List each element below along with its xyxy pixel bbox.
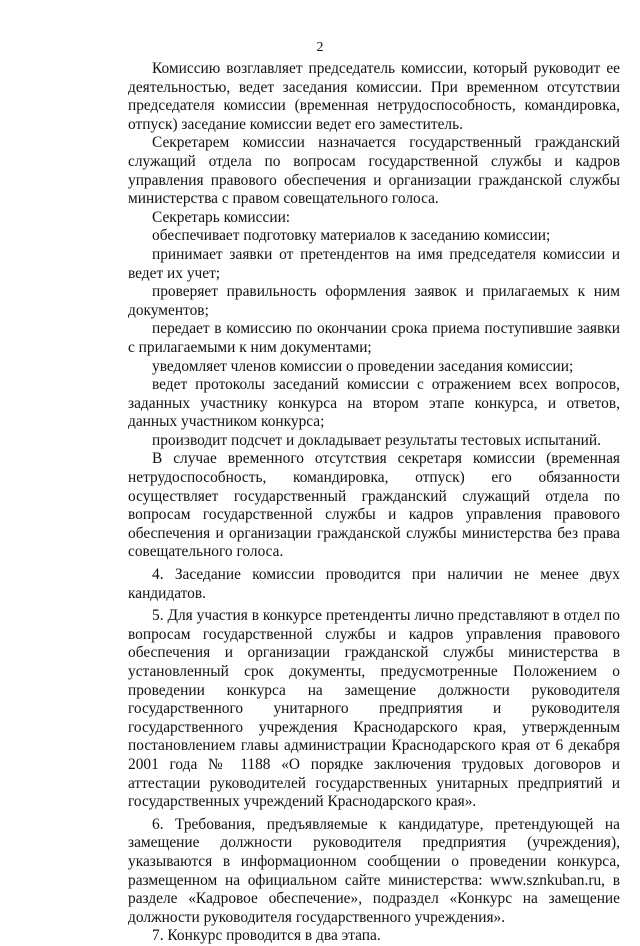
paragraph-duty-check: проверяет правильность оформления заявок и прилагаемых к ним документов; xyxy=(128,283,620,319)
paragraph-secretary-absence: В случае временного отсутствия секретаря комиссии (временная нетрудоспособность, командировка, отпуск) его обязанности осуществляет государственный гражданский служащий отдела по вопросам государственной службы и кадров управления правового обеспечения и организации гражданской службы министерства без права совещательного голоса. xyxy=(128,450,620,561)
paragraph-secretary-appointment: Секретарем комиссии назначается государственный гражданский служащий отдела по вопросам государственной службы и кадров управления правового обеспечения и организации гражданской службы министерства с правом совещательного голоса. xyxy=(128,134,620,208)
paragraph-duty-prepare: обеспечивает подготовку материалов к заседанию комиссии; xyxy=(152,227,551,245)
paragraph-duty-accept: принимает заявки от претендентов на имя председателя комиссии и ведет их учет; xyxy=(128,245,620,282)
document-body xyxy=(128,60,620,946)
paragraph-duty-protocols: ведет протоколы заседаний комиссии с отражением всех вопросов, заданных участнику конкурса на втором этапе конкурса, и ответов, данных участником конкурса; xyxy=(128,376,620,431)
paragraph-item-5: 5. Для участия в конкурсе претенденты лично представляют в отдел по вопросам государственной службы и кадров управления правового обеспечения и организации гражданской службы министерства в установленный срок документы, предусмотренные Положением о проведении конкурса на замещение должности руководителя государственного унитарного предприятия и руководителя государственного учреждения Краснодарского края, утвержденным постановлением главы администрации Краснодарского края от 6 декабря 2001 года № 1188 «О порядке заключения трудовых договоров и аттестации руководителей государственных унитарных предприятий и государственных учреждений Краснодарского края». xyxy=(128,607,620,811)
paragraph-item-4: 4. Заседание комиссии проводится при наличии не менее двух кандидатов. xyxy=(128,566,620,602)
paragraph-duty-transfer: передает в комиссию по окончании срока приема поступившие заявки с прилагаемыми к ним документами; xyxy=(128,320,620,356)
paragraph-chairman: Комиссию возглавляет председатель комиссии, который руководит ее деятельностью, ведет заседания комиссии. При временном отсутствии председателя комиссии (временная нетрудоспособность, командировка, отпуск) заседание комиссии ведет его заместитель. xyxy=(128,60,620,133)
paragraph-item-6: 6. Требования, предъявляемые к кандидатуре, претендующей на замещение должности руководителя предприятия (учреждения), указываются в информационном сообщении о проведении конкурса, размещенном на официальном сайте министерства: www.sznkuban.ru, в разделе «Кадровое обеспечение», подраздел «Конкурс на замещение должности руководителя государственного учреждения». xyxy=(128,815,620,926)
paragraph-duty-tests: производит подсчет и докладывает результаты тестовых испытаний. xyxy=(152,431,602,449)
paragraph-item-7: 7. Конкурс проводится в два этапа. xyxy=(152,927,381,945)
paragraph-secretary-duties-intro: Секретарь комиссии: xyxy=(152,208,291,226)
paragraph-duty-notify: уведомляет членов комиссии о проведении заседания комиссии; xyxy=(152,357,574,375)
page-number: 2 xyxy=(316,40,324,55)
